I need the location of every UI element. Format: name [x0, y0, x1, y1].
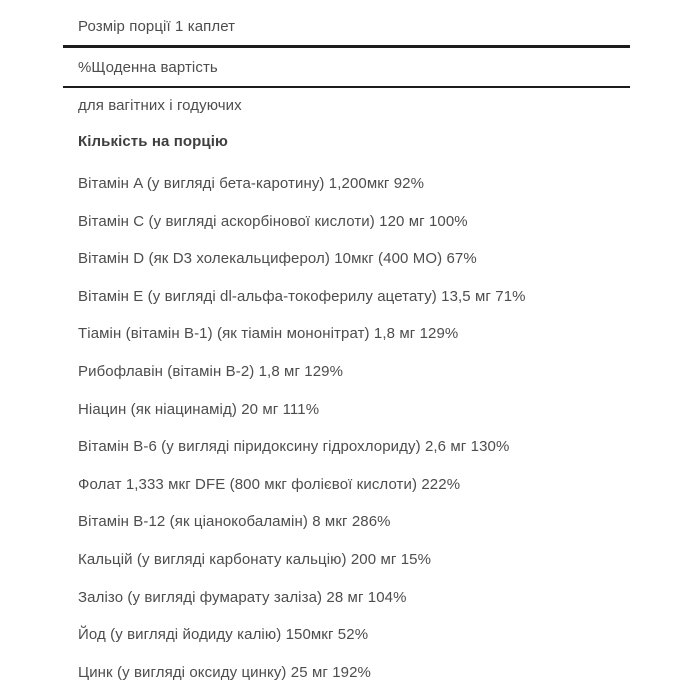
nutrient-row: Залізо (у вигляді фумарату заліза) 28 мг 104%	[78, 588, 407, 606]
nutrient-row: Вітамін В-6 (у вигляді піридоксину гідрохлориду) 2,6 мг 130%	[78, 438, 510, 456]
nutrient-row: Вітамін E (у вигляді dl-альфа-токоферилу ацетату) 13,5 мг 71%	[78, 287, 526, 305]
nutrient-row: Кальцій (у вигляді карбонату кальцію) 200 мг 15%	[78, 551, 432, 568]
nutrient-row: Вітамін A (у вигляді бета-каротину) 1,200мкг 92%	[78, 175, 425, 192]
nutrient-row: Цинк (у вигляді оксиду цинку) 25 мг 192%	[78, 663, 371, 681]
nutrient-row: Вітамін C (у вигляді аскорбінової кислоти) 120 мг 100%	[78, 212, 468, 230]
nutrient-row: Фолат 1,333 мкг DFE (800 мкг фолієвої кислоти) 222%	[78, 475, 461, 493]
nutrient-row: Вітамін D (як D3 холекальциферол) 10мкг (400 МО) 67%	[78, 250, 477, 268]
nutrient-row: Тіамін (вітамін В-1) (як тіамін мононітрат) 1,8 мг 129%	[78, 325, 459, 343]
serving-size-text: Розмір порції 1 каплет	[78, 18, 236, 35]
audience-note: для вагітних і годуючих	[78, 97, 242, 114]
amount-per-serving-heading: Кількість на порцію	[78, 133, 228, 150]
nutrient-row: Ніацин (як ніацинамід) 20 мг 111%	[78, 400, 320, 418]
nutrient-row: Йод (у вигляді йодиду калію) 150мкг 52%	[78, 626, 369, 644]
nutrient-row: Вітамін В-12 (як ціанокобаламін) 8 мкг 286%	[78, 513, 391, 531]
daily-value-label: %Щоденна вартість	[78, 59, 218, 76]
nutrient-row: Рибофлавін (вітамін В-2) 1,8 мг 129%	[78, 363, 344, 380]
